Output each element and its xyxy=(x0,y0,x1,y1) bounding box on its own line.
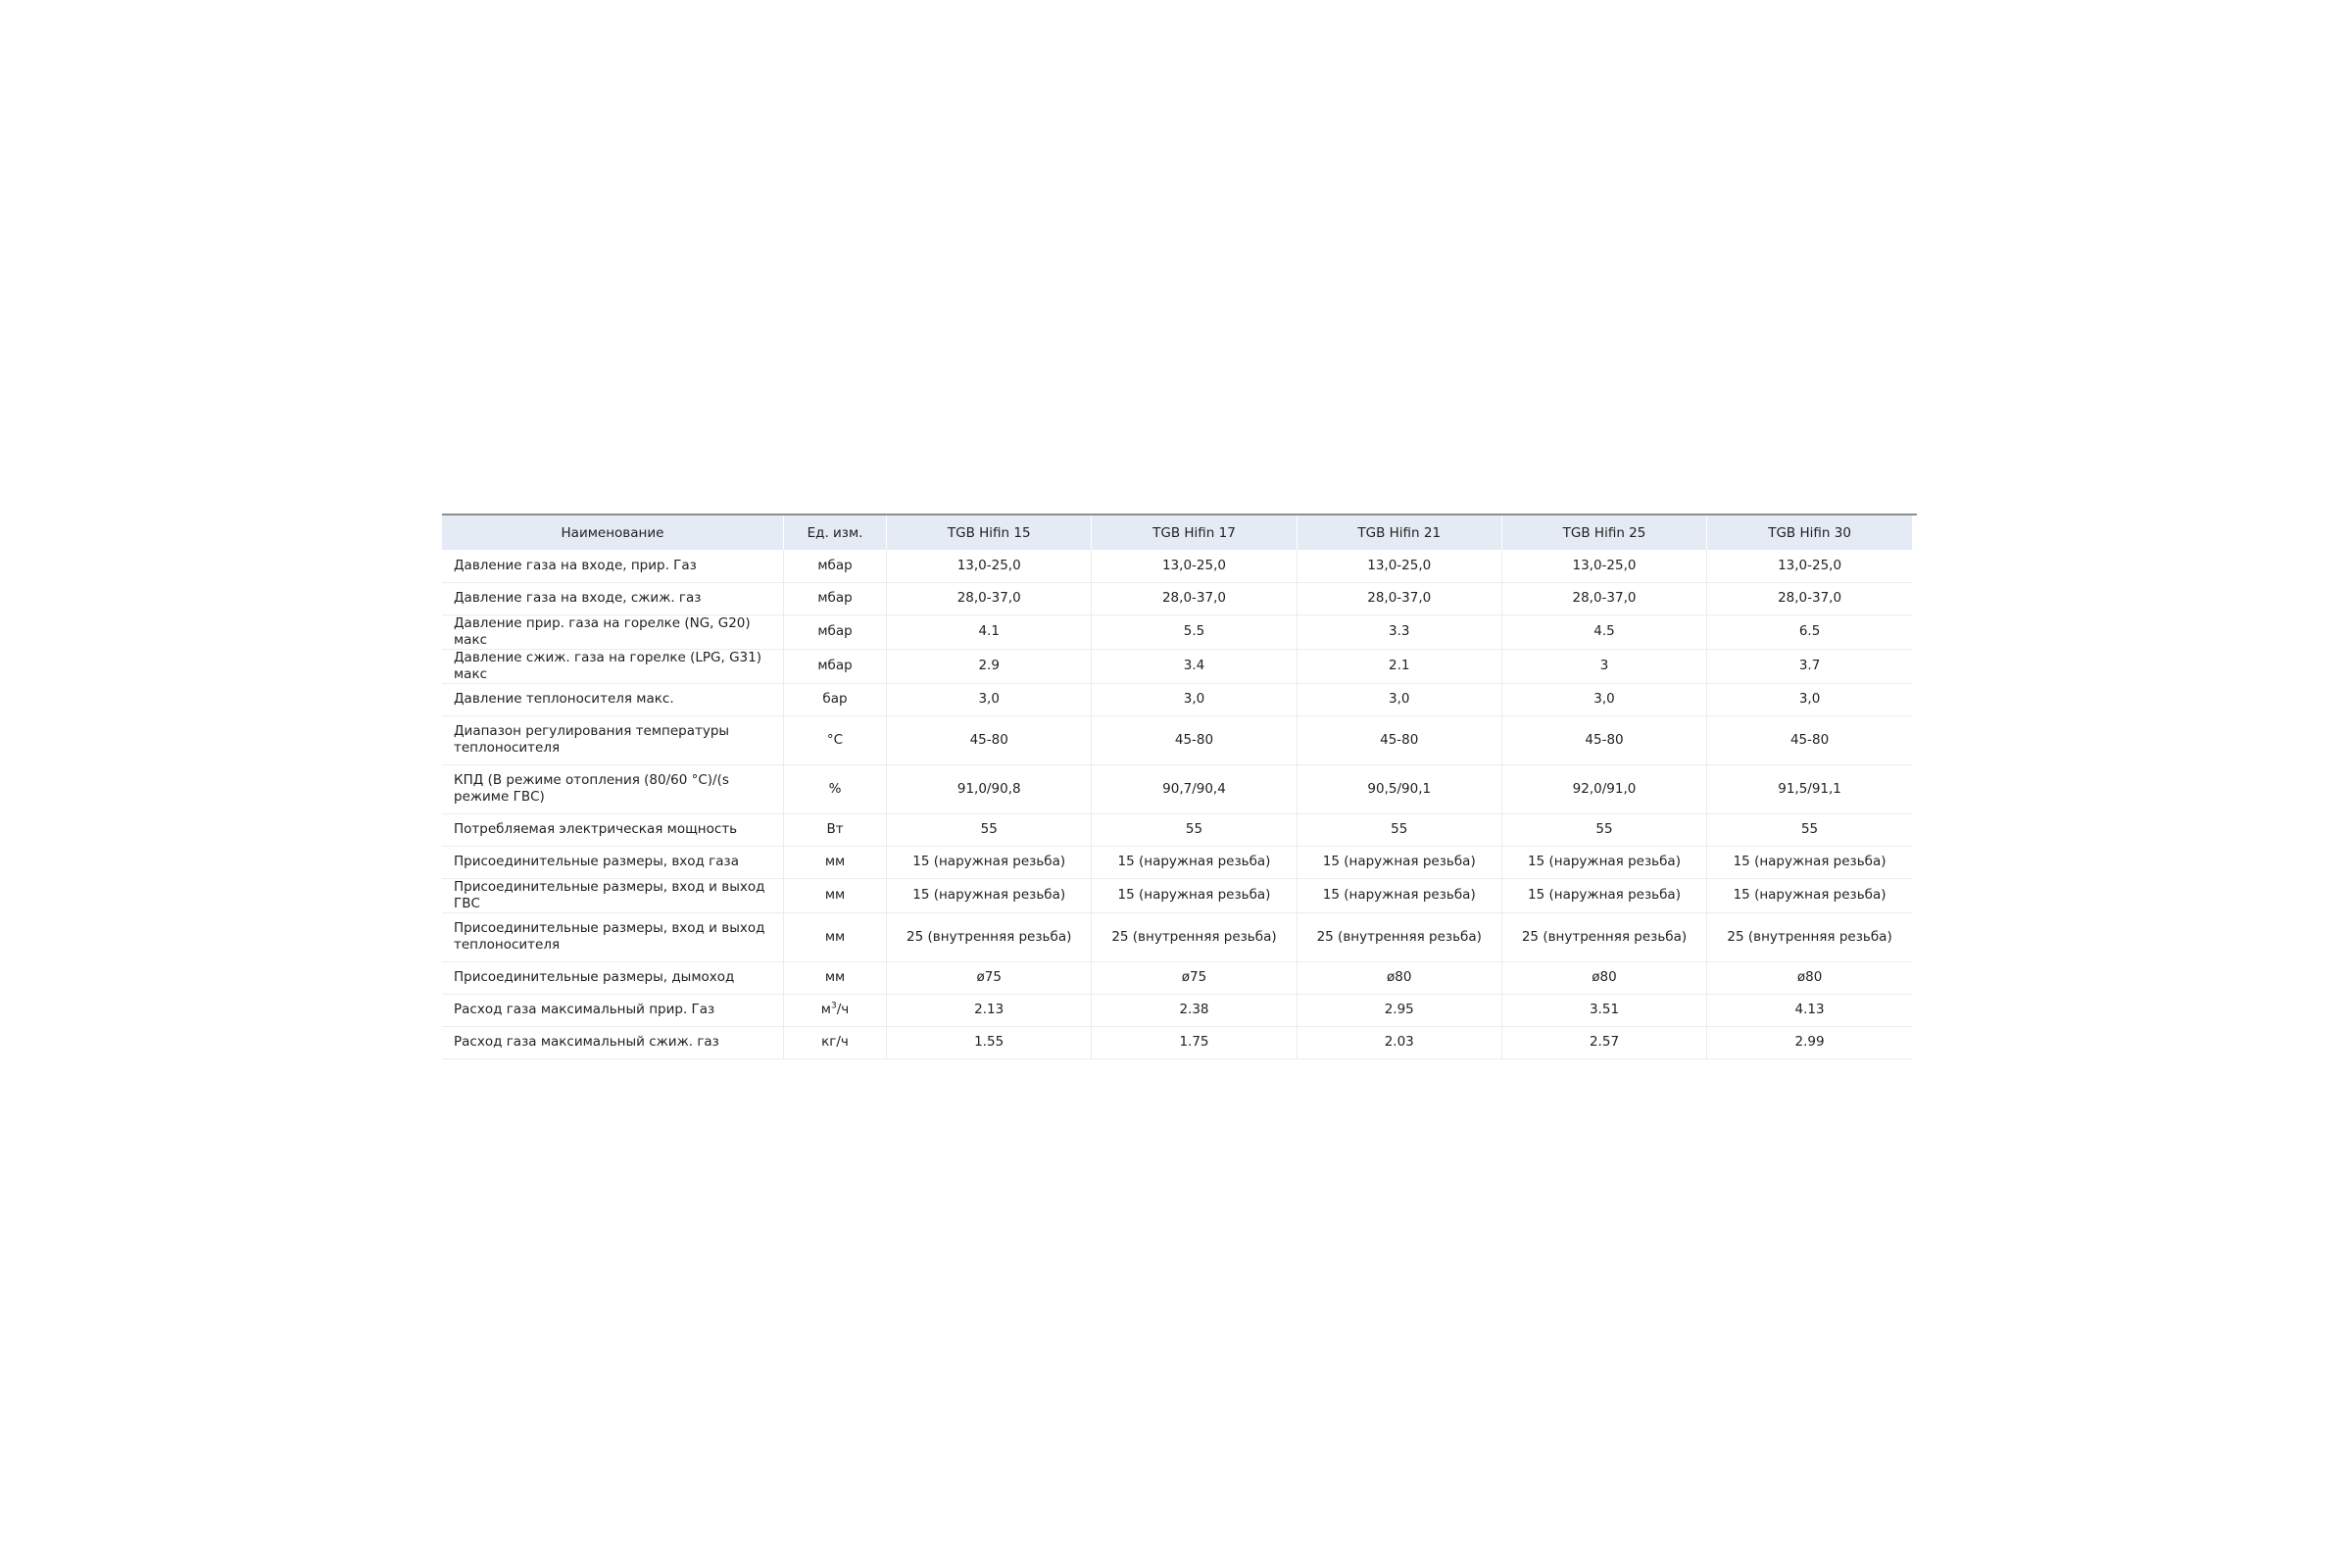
row-value: 55 xyxy=(1092,813,1297,846)
header-model-3: TGB Hifin 21 xyxy=(1297,515,1501,550)
row-unit: мм xyxy=(783,846,886,878)
row-value: 45-80 xyxy=(1789,731,1830,748)
spec-table xyxy=(442,515,1912,1059)
table-row xyxy=(442,846,1912,878)
row-name: КПД (В режиме отопления (80/60 °C)/(s режиме ГВС) xyxy=(442,764,783,813)
row-value: 3 xyxy=(1501,649,1706,683)
row-value: 25 (внутренняя резьба) xyxy=(1092,912,1297,961)
row-value: 15 (наружная резьба) xyxy=(1733,887,1886,903)
row-value: 4.1 xyxy=(887,614,1092,649)
row-unit: мбар xyxy=(783,550,886,582)
row-value: 25 (внутренняя резьба) xyxy=(1727,928,1892,945)
row-unit xyxy=(783,994,886,1026)
row-value: 15 (наружная резьба) xyxy=(887,878,1092,912)
row-value: 25 (внутренняя резьба) xyxy=(1501,912,1706,961)
row-value: 15 (наружная резьба) xyxy=(1501,846,1706,878)
table-row xyxy=(442,813,1912,846)
row-value: 45-80 xyxy=(1092,715,1297,764)
row-value: 15 (наружная резьба) xyxy=(1501,878,1706,912)
unit-superscript: 3 xyxy=(830,1001,837,1011)
row-unit: °C xyxy=(783,715,886,764)
row-value: 13,0-25,0 xyxy=(1778,557,1842,573)
table-row xyxy=(442,582,1912,614)
row-unit: мбар xyxy=(783,614,886,649)
row-value: 55 xyxy=(1800,821,1819,837)
row-value: ø75 xyxy=(887,961,1092,994)
row-value: 28,0-37,0 xyxy=(1778,590,1842,606)
row-value: 25 (внутренняя резьба) xyxy=(1297,912,1501,961)
header-name: Наименование xyxy=(442,515,783,550)
row-value: 13,0-25,0 xyxy=(1092,550,1297,582)
row-value: 45-80 xyxy=(887,715,1092,764)
table-header xyxy=(442,515,1912,550)
header-model-2: TGB Hifin 17 xyxy=(1092,515,1297,550)
row-name: Давление сжиж. газа на горелке (LPG, G31) макс xyxy=(442,649,783,683)
row-name: Расход газа максимальный прир. Газ xyxy=(442,994,783,1026)
row-value: 3.7 xyxy=(1798,658,1821,673)
row-value: 13,0-25,0 xyxy=(1297,550,1501,582)
header-model-1: TGB Hifin 15 xyxy=(887,515,1092,550)
row-name: Присоединительные размеры, вход и выход теплоносителя xyxy=(442,912,783,961)
row-value: ø80 xyxy=(1501,961,1706,994)
table-row xyxy=(442,764,1912,813)
row-name: Потребляемая электрическая мощность xyxy=(442,813,783,846)
row-unit: Вт xyxy=(783,813,886,846)
row-value: 2.99 xyxy=(1794,1034,1825,1050)
row-value: 15 (наружная резьба) xyxy=(887,846,1092,878)
row-unit: мм xyxy=(783,961,886,994)
row-value: 3.4 xyxy=(1092,649,1297,683)
row-value: 45-80 xyxy=(1501,715,1706,764)
row-value: 5.5 xyxy=(1092,614,1297,649)
row-value: 1.75 xyxy=(1092,1026,1297,1058)
row-name: Давление теплоносителя макс. xyxy=(442,683,783,715)
row-value: 90,5/90,1 xyxy=(1297,764,1501,813)
row-value: 6.5 xyxy=(1798,623,1821,639)
row-unit: % xyxy=(783,764,886,813)
row-value: 55 xyxy=(1297,813,1501,846)
row-value: 28,0-37,0 xyxy=(887,582,1092,614)
row-value: 4.13 xyxy=(1794,1002,1825,1017)
row-value: 3,0 xyxy=(887,683,1092,715)
row-value: 3.3 xyxy=(1297,614,1501,649)
unit-tail: /ч xyxy=(836,1002,850,1017)
row-value: 15 (наружная резьба) xyxy=(1733,854,1886,869)
row-value: 3,0 xyxy=(1798,691,1821,707)
row-name: Присоединительные размеры, вход газа xyxy=(442,846,783,878)
row-unit: мбар xyxy=(783,649,886,683)
row-value: ø80 xyxy=(1796,969,1823,985)
row-value: 28,0-37,0 xyxy=(1092,582,1297,614)
spec-table-container xyxy=(442,514,1917,1060)
row-value: 15 (наружная резьба) xyxy=(1092,846,1297,878)
row-value: ø75 xyxy=(1092,961,1297,994)
table-row xyxy=(442,649,1912,683)
row-value: 2.1 xyxy=(1297,649,1501,683)
row-value: 15 (наружная резьба) xyxy=(1297,846,1501,878)
row-value: 2.95 xyxy=(1297,994,1501,1026)
table-row xyxy=(442,614,1912,649)
table-row xyxy=(442,878,1912,912)
row-value: 3,0 xyxy=(1501,683,1706,715)
unit-base: м xyxy=(820,1002,831,1017)
row-name: Расход газа максимальный сжиж. газ xyxy=(442,1026,783,1058)
row-value: 91,0/90,8 xyxy=(887,764,1092,813)
table-body xyxy=(442,550,1912,1058)
row-value: 28,0-37,0 xyxy=(1297,582,1501,614)
row-name: Давление прир. газа на горелке (NG, G20) макс xyxy=(442,614,783,649)
row-value: 45-80 xyxy=(1297,715,1501,764)
row-value: ø80 xyxy=(1297,961,1501,994)
row-value: 3,0 xyxy=(1297,683,1501,715)
row-value: 2.38 xyxy=(1092,994,1297,1026)
row-name: Давление газа на входе, прир. Газ xyxy=(442,550,783,582)
row-value: 28,0-37,0 xyxy=(1501,582,1706,614)
row-unit: бар xyxy=(783,683,886,715)
header-model-4: TGB Hifin 25 xyxy=(1501,515,1706,550)
row-name: Присоединительные размеры, дымоход xyxy=(442,961,783,994)
row-value: 13,0-25,0 xyxy=(1501,550,1706,582)
row-value: 4.5 xyxy=(1501,614,1706,649)
row-value: 2.9 xyxy=(887,649,1092,683)
row-name: Присоединительные размеры, вход и выход ГВС xyxy=(442,878,783,912)
table-row xyxy=(442,961,1912,994)
row-unit: мбар xyxy=(783,582,886,614)
header-model-5: TGB Hifin 30 xyxy=(1768,524,1851,541)
header-unit: Ед. изм. xyxy=(783,515,886,550)
row-value: 2.57 xyxy=(1501,1026,1706,1058)
row-value: 13,0-25,0 xyxy=(887,550,1092,582)
row-value: 25 (внутренняя резьба) xyxy=(887,912,1092,961)
row-unit: кг/ч xyxy=(783,1026,886,1058)
table-row xyxy=(442,1026,1912,1058)
row-value: 3.51 xyxy=(1501,994,1706,1026)
row-value: 2.03 xyxy=(1297,1026,1501,1058)
row-unit: мм xyxy=(783,878,886,912)
row-value: 90,7/90,4 xyxy=(1092,764,1297,813)
table-row xyxy=(442,683,1912,715)
row-name: Давление газа на входе, сжиж. газ xyxy=(442,582,783,614)
row-name: Диапазон регулирования температуры теплоносителя xyxy=(442,715,783,764)
table-row xyxy=(442,715,1912,764)
table-row xyxy=(442,912,1912,961)
row-value: 2.13 xyxy=(887,994,1092,1026)
row-value: 3,0 xyxy=(1092,683,1297,715)
row-value: 15 (наружная резьба) xyxy=(1092,878,1297,912)
table-row xyxy=(442,550,1912,582)
table-row xyxy=(442,994,1912,1026)
row-value: 15 (наружная резьба) xyxy=(1297,878,1501,912)
header-row xyxy=(442,515,1912,550)
row-value: 55 xyxy=(1501,813,1706,846)
row-value: 92,0/91,0 xyxy=(1501,764,1706,813)
row-value: 91,5/91,1 xyxy=(1778,780,1841,797)
row-value: 55 xyxy=(887,813,1092,846)
row-unit: мм xyxy=(783,912,886,961)
row-value: 1.55 xyxy=(887,1026,1092,1058)
